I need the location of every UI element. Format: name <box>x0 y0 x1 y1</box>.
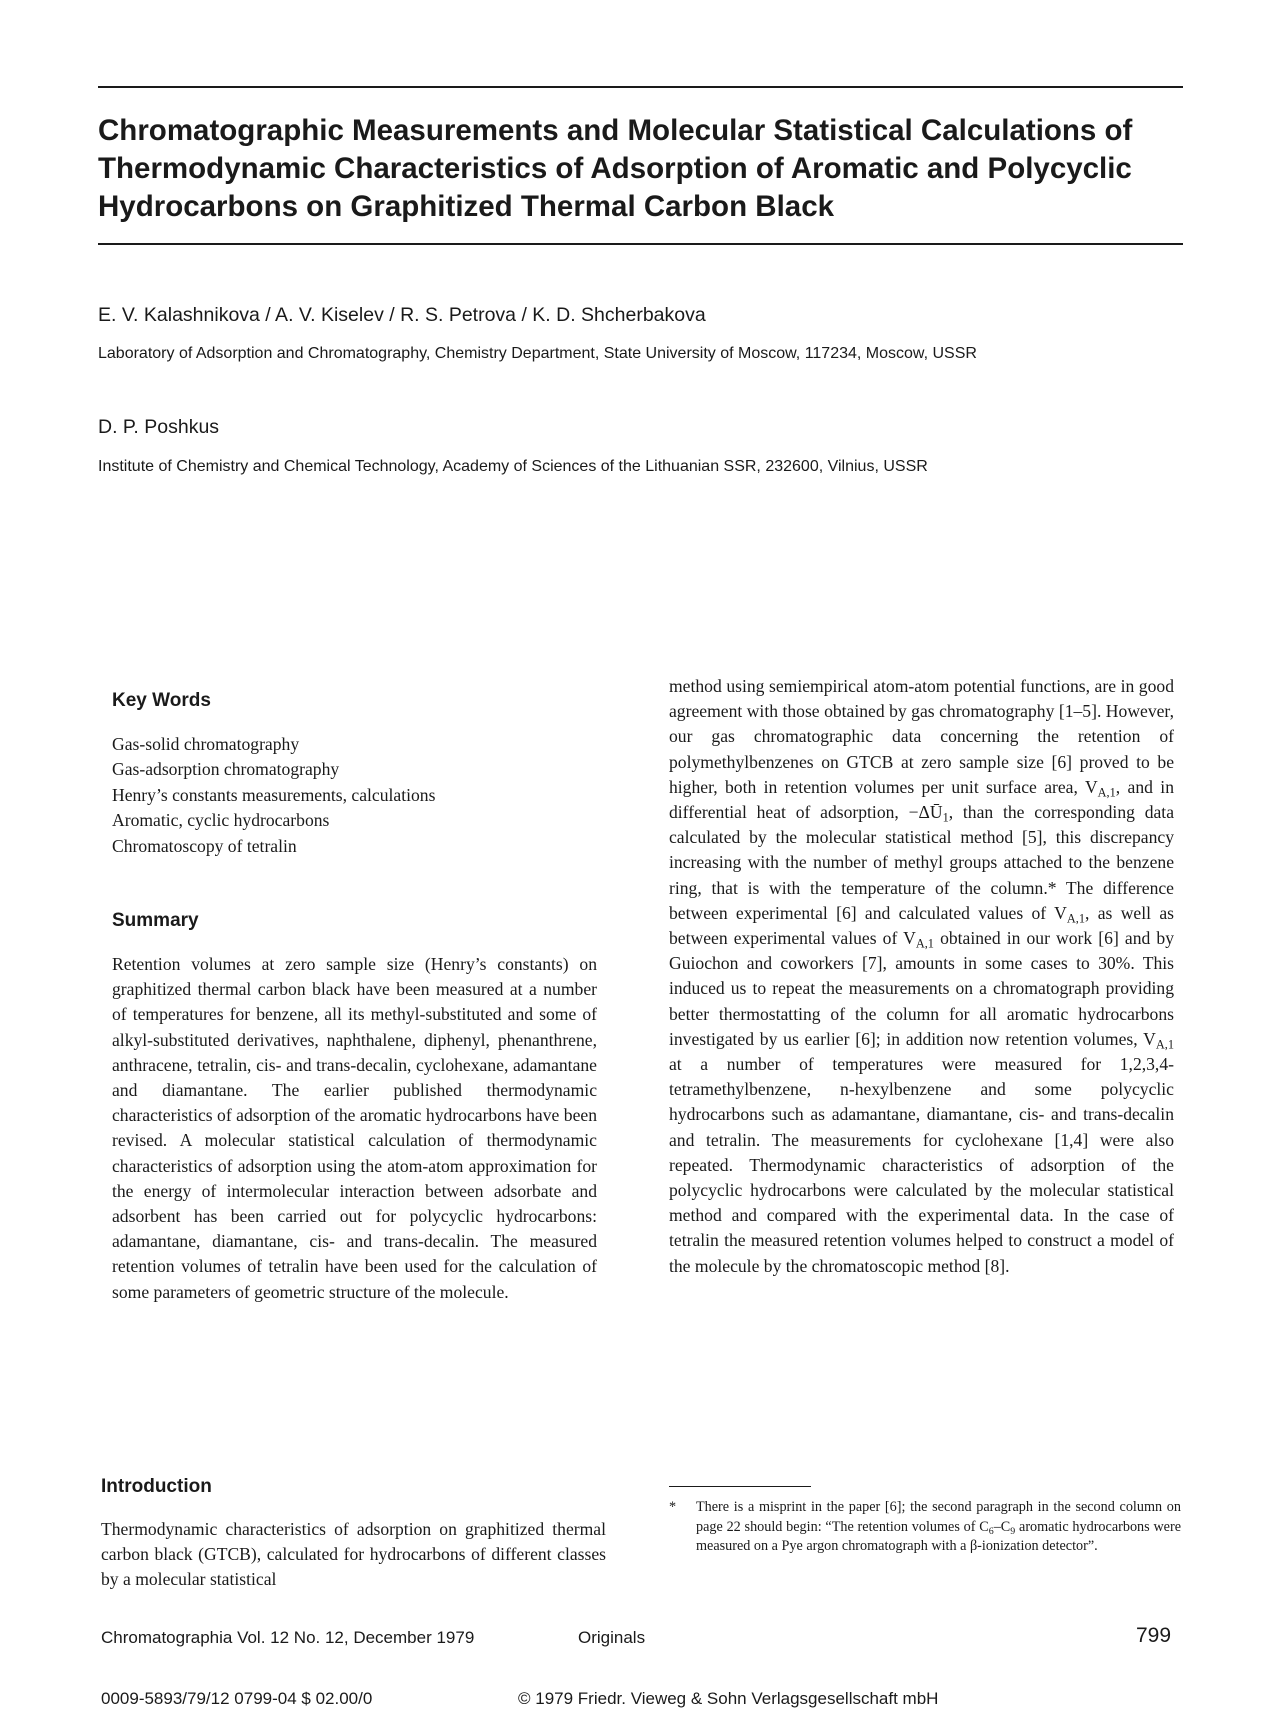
symbol-va: $V_{A,1}$ <box>1054 902 1086 926</box>
footnote <box>669 1498 1181 1557</box>
affiliation-1: Laboratory of Adsorption and Chromatography, Chemistry Department, State University of Moscow, 117234, Moscow, USSR <box>98 345 977 362</box>
symbol-va: $V_{A,1}$ <box>903 928 934 951</box>
article-code: 0009-5893/79/12 0799-04 $ 02.00/0 <box>101 1689 373 1708</box>
keyword-item: Gas-adsorption chromatography <box>112 759 340 780</box>
keywords-heading: Key Words <box>112 690 211 711</box>
footnote-marker: * <box>669 1499 677 1515</box>
keyword-item: Aromatic, cyclic hydrocarbons <box>112 810 330 831</box>
text-run: , and in differential heat of adsorption, <box>669 776 1174 823</box>
title-bottom-rule <box>98 243 1183 245</box>
introduction-text <box>101 1517 606 1593</box>
footnote-text: There is a misprint in the paper [6]; the second paragraph in the second column on page 22 should begin: “The retention volumes of $C_6-C_9$ aromatic hydrocarbons were measured on a Pye argon chromatograph with a β-ionization detector”. <box>696 1499 1182 1554</box>
footnote-rule <box>669 1486 811 1487</box>
paper-title: Chromatographic Measurements and Molecular Statistical Calculations of Thermodynamic Characteristics of Adsorption of Aromatic and Polycyclic Hydrocarbons on Graphitized Thermal Carbon Black <box>98 114 1133 223</box>
keyword-item: Gas-solid chromatography <box>112 734 300 754</box>
summary-paragraph: Retention volumes at zero sample size (Henry’s constants) on graphitized thermal carbon black have been measured at a number of temperatures for benzene, all its methyl-substituted and some of alkyl-substituted derivatives, naphthalene, diphenyl, phenanthrene, anthracene, tetralin, cis- and trans-decalin, cyclohexane, adamantane and diamantane. The earlier published thermodynamic characteristics of adsorption of the aromatic hydrocarbons have been revised. A molecular statistical calculation of thermodynamic characteristics of adsorption using the atom-atom approximation for the energy of intermolecular interaction between adsorbate and adsorbent has been carried out for polycyclic hydrocarbons: adamantane, diamantane, cis- and trans-decalin. The measured retention volumes of tetralin have been used for the calculation of some parameters of geometric structure of the molecule. <box>112 954 597 1302</box>
text-run: , than the corresponding data calculated by the molecular statistical method [5], this discrepancy increasing with the number of methyl groups attached to the benzene ring, that is with the temperature of the column.* The difference between experimental [6] and calculated values of <box>669 802 1175 923</box>
symbol-va: $V_{A,1}$ <box>1084 776 1116 800</box>
page-number: 799 <box>1136 1624 1172 1647</box>
introduction-heading: Introduction <box>101 1476 212 1497</box>
affiliation-2: Institute of Chemistry and Chemical Technology, Academy of Sciences of the Lithuanian SSR, 232600, Vilnius, USSR <box>98 458 928 475</box>
text-run: at a number of temperatures were measured for 1,2,3,4-tetramethylbenzene, n-hexylbenzene and some polycyclic hydrocarbons such as adamantane, diamantane, cis- and trans-decalin and tetralin. The measurements for cyclohexane [1,4] were also repeated. Thermodynamic characteristics of adsorption of the polycyclic hydrocarbons were calculated by the molecular statistical method and compared with the experimental data. In the case of tetralin the measured retention volumes helped to construct a model of the molecule by the chromatoscopic method [8]. <box>669 1054 1174 1276</box>
author-list-2: D. P. Poshkus <box>98 416 220 438</box>
right-column-text <box>669 674 1174 1279</box>
top-rule <box>98 86 1183 88</box>
journal-citation: Chromatographia Vol. 12 No. 12, December 1979 <box>101 1628 475 1647</box>
summary-text <box>112 952 597 1305</box>
text-run: method using semiempirical atom-atom potential functions, are in good agreement with those obtained by gas chromatography [1–5]. However, our gas chromatographic data concerning the retention of polymethylbenzenes on GTCB at zero sample size [6] proved to be higher, both in retention volumes per unit surface area, <box>669 676 1174 797</box>
section-label: Originals <box>578 1628 646 1647</box>
author-list-1: E. V. Kalashnikova / A. V. Kiselev / R. S. Petrova / K. D. Shcherbakova <box>98 304 706 326</box>
text-run: obtained in our work [6] and by Guiochon and coworkers [7], amounts in some cases to 30%. This induced us to repeat the measurements on a chromatograph providing better thermostatting of the column for all aromatic hydrocarbons investigated by us earlier [6]; in addition now retention volumes, <box>669 928 1174 1049</box>
keyword-item: Chromatoscopy of tetralin <box>112 835 297 856</box>
symbol-du: $-\Delta Ū_1$ <box>908 802 949 825</box>
symbol-va: $V_{A,1}$ <box>1143 1028 1174 1052</box>
text-run: , as well as between experimental values of <box>669 902 1174 949</box>
copyright-notice: © 1979 Friedr. Vieweg & Sohn Verlagsgesellschaft mbH <box>518 1689 939 1708</box>
keywords-list <box>112 732 435 859</box>
keyword-item: Henry’s constants measurements, calculations <box>112 784 436 805</box>
summary-heading: Summary <box>112 910 199 931</box>
right-column-paragraph <box>669 674 1174 1279</box>
introduction-paragraph: Thermodynamic characteristics of adsorption on graphitized thermal carbon black (GTCB), calculated for hydrocarbons of different classes by a molecular statistical <box>101 1519 606 1590</box>
